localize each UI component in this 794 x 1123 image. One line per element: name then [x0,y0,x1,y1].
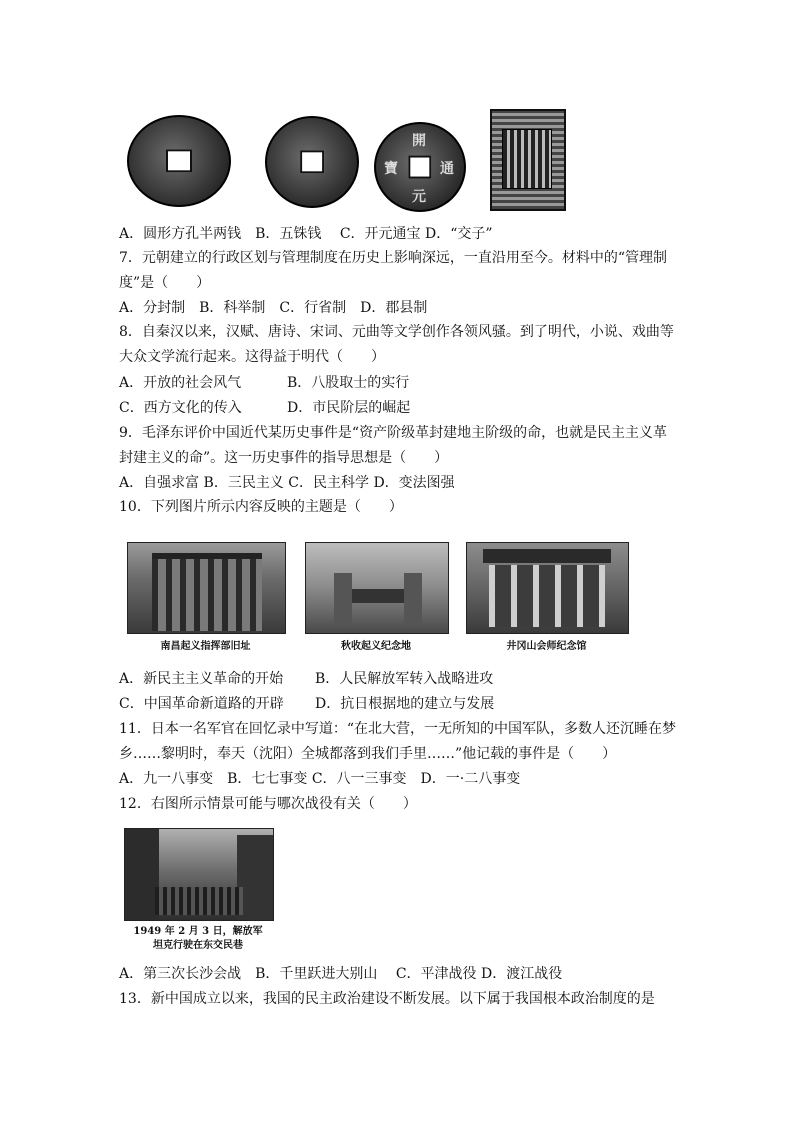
q8-option-d: D．市民阶层的崛起 [287,400,411,416]
q7-stem-line1: 7．元朝建立的行政区划与管理制度在历史上影响深远，一直沿用至今。材料中的“管理制 [119,250,668,266]
monument-plaque [352,589,404,603]
monument-right [404,573,422,625]
autumn-harvest-memorial-photo [305,542,449,634]
jinggangshan-meeting-memorial-photo [466,542,629,634]
crowd [155,887,243,915]
coin-hole [166,149,192,172]
q10-stem: 10．下列图片所示内容反映的主题是（ ） [119,499,403,515]
q10-option-d: D．抗日根据地的建立与发展 [315,696,495,712]
q10-option-a: A．新民主主义革命的开始 [119,671,284,687]
coin-ban-liang-image [127,115,231,207]
tank-dongjiaominxiang-photo [124,828,274,921]
autumn-harvest-caption: 秋收起义纪念地 [341,641,411,652]
coin-glyph-left: 寶 [384,161,398,177]
q9-options: A．自强求富 B．三民主义 C．民主科学 D．变法图强 [119,475,455,491]
coin-hole [408,156,431,179]
coin-glyph-right: 通 [440,161,454,177]
q10-option-c: C．中国革命新道路的开辟 [119,696,284,712]
coin-glyph-top: 開 [412,133,426,149]
nanchang-uprising-hq-photo [127,542,286,634]
jiaozi-note-image [490,109,566,211]
q9-stem-line2: 封建主义的命”。这一历史事件的指导思想是（ ） [119,450,449,466]
tank-photo-caption-line2: 坦克行驶在东交民巷 [153,940,243,951]
coin-kai-yuan-image [374,122,466,212]
q8-stem-line1: 8．自秦汉以来，汉赋、唐诗、宋词、元曲等文学创作各领风骚。到了明代，小说、戏曲等 [119,324,674,340]
q9-stem-line1: 9．毛泽东评价中国近代某历史事件是“资产阶级革封建地主阶级的命，也就是民主主义革 [119,425,668,441]
memorial-columns [489,565,605,627]
q11-stem-line1: 11．日本一名军官在回忆录中写道：“在北大营，一无所知的中国军队，多数人还沉睡在梦 [119,721,676,737]
tank-photo-caption-line1: 1949 年 2 月 3 日，解放军 [133,926,263,937]
memorial-roof [483,549,611,563]
q7-stem-line2: 度”是（ ） [119,275,211,291]
monument-left [334,573,352,625]
q8-option-b: B．八股取士的实行 [287,375,410,391]
q12-stem: 12．右图所示情景可能与哪次战役有关（ ） [119,796,417,812]
q10-option-b: B．人民解放军转入战略进攻 [315,671,494,687]
q8-option-a: A．开放的社会风气 [119,375,242,391]
q6-options: A．圆形方孔半两钱 B．五铢钱 C．开元通宝 D．“交子” [119,226,493,242]
coin-hole [300,150,324,173]
q11-stem-line2: 乡……黎明时，奉天（沈阳）全城都落到我们手里……”他记载的事件是（ ） [119,746,617,762]
coin-glyph-bottom: 元 [412,189,426,205]
building-facade [152,553,262,631]
coin-wu-zhu-image [265,116,359,208]
q7-options: A．分封制 B．科举制 C．行省制 D．郡县制 [119,300,428,316]
q8-option-c: C．西方文化的传入 [119,400,242,416]
q11-options: A．九一八事变 B．七七事变 C．八一三事变 D．一·二八事变 [119,771,521,787]
q13-stem: 13．新中国成立以来，我国的民主政治建设不断发展。以下属于我国根本政治制度的是 [119,991,655,1007]
street-building-left [125,829,159,920]
q12-options: A．第三次长沙会战 B．千里跃进大别山 C．平津战役 D．渡江战役 [119,966,563,982]
jinggangshan-caption: 井冈山会师纪念馆 [506,641,587,652]
nanchang-caption: 南昌起义指挥部旧址 [160,641,251,652]
jiaozi-note-inner-panel [502,129,552,189]
q8-stem-line2: 大众文学流行起来。这得益于明代（ ） [119,349,385,365]
